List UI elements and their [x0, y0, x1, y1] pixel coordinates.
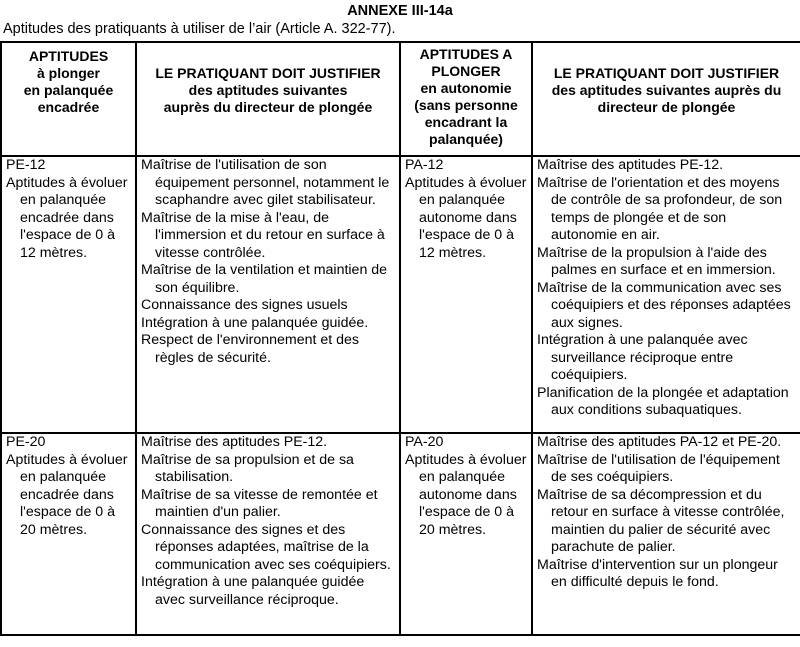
- document-title: ANNEXE III-14a: [347, 3, 453, 19]
- level-description: Aptitudes à évoluer en palanquée autonome dans l'espace de 0 à 12 mètres.: [405, 174, 527, 261]
- list-item: Maîtrise de la communication avec ses coéquipiers et des réponses adaptées aux signes.: [537, 279, 791, 331]
- level-code: PA-12: [405, 157, 444, 173]
- cell-encadree: [1, 156, 136, 433]
- list-item: Maîtrise de sa décompression et du retour en surface à vitesse contrôlée, maintien du palier de sécurité avec parachute de palier.: [537, 486, 785, 555]
- header-line: LE PRATIQUANT DOIT JUSTIFIER: [553, 65, 780, 81]
- list-item: Maîtrise de la ventilation et maintien de son équilibre.: [141, 262, 388, 296]
- list-item: Maîtrise de sa vitesse de remontée et maintien d'un palier.: [141, 486, 378, 520]
- list-item: Maîtrise de la propulsion à l'aide des palmes en surface et en immersion.: [537, 244, 776, 278]
- list-item: Intégration à une palanquée avec surveillance réciproque entre coéquipiers.: [537, 332, 748, 383]
- header-line: LE PRATIQUANT DOIT JUSTIFIER: [155, 65, 381, 81]
- level-description: Aptitudes à évoluer en palanquée encadrée dans l'espace de 0 à 12 mètres.: [6, 174, 128, 261]
- list-item: Maîtrise des aptitudes PE-12.: [537, 157, 724, 173]
- list-item: Planification de la plongée et adaptation aux conditions subaquatiques.: [537, 384, 789, 418]
- header-line: (sans personne: [414, 97, 518, 113]
- list-item: Maîtrise de l'utilisation de l'équipement de ses coéquipiers.: [537, 451, 780, 485]
- cell-justifier-autonomie: [532, 433, 800, 635]
- header-line: des aptitudes suivantes auprès du: [551, 82, 782, 98]
- header-line: directeur de plongée: [597, 99, 736, 115]
- header-line: en autonomie: [420, 80, 512, 96]
- list-item: Maîtrise des aptitudes PA-12 et PE-20.: [537, 434, 782, 450]
- list-item: Maîtrise d'intervention sur un plongeur en difficulté depuis le fond.: [537, 556, 778, 590]
- header-line: auprès du directeur de plongée: [163, 99, 373, 115]
- list-item: Maîtrise de l'orientation et des moyens de contrôle de sa profondeur, de son temps de plongée et de son autonomie en air.: [537, 174, 783, 243]
- cell-encadree: [1, 433, 136, 635]
- header-encadree: [1, 42, 136, 156]
- table-row: [1, 156, 800, 433]
- header-line: palanquée): [429, 131, 503, 147]
- aptitudes-table: [0, 41, 800, 636]
- cell-autonomie: [400, 433, 532, 635]
- document-subtitle: Aptitudes des pratiquants à utiliser de l’air (Article A. 322-77).: [3, 21, 396, 37]
- cell-justifier-encadree: [136, 156, 400, 433]
- cell-justifier-encadree: [136, 433, 400, 635]
- level-code: PE-20: [6, 434, 46, 450]
- list-item: Maîtrise de sa propulsion et de sa stabilisation.: [141, 451, 354, 485]
- table-header-row: [1, 42, 800, 156]
- header-line: APTITUDES: [28, 48, 109, 64]
- level-code: PA-20: [405, 434, 444, 450]
- cell-autonomie: [400, 156, 532, 433]
- level-description: Aptitudes à évoluer en palanquée autonome dans l'espace de 0 à 20 mètres.: [405, 451, 527, 538]
- level-code: PE-12: [6, 157, 46, 173]
- header-line: des aptitudes suivantes: [188, 82, 348, 98]
- list-item: Respect de l'environnement et des règles de sécurité.: [141, 332, 360, 366]
- header-line: en palanquée: [23, 82, 114, 98]
- list-item: Maîtrise de l'utilisation de son équipement personnel, notamment le scaphandre avec gilet stabilisateur.: [141, 157, 390, 208]
- list-item: Connaissance des signes usuels: [141, 297, 348, 313]
- list-item: Maîtrise de la mise à l'eau, de l'immersion et du retour en surface à vitesse contrôlée.: [141, 209, 385, 261]
- header-line: PLONGER: [431, 63, 501, 79]
- table-row: [1, 433, 800, 635]
- level-description: Aptitudes à évoluer en palanquée encadrée dans l'espace de 0 à 20 mètres.: [6, 451, 128, 538]
- header-line: encadrée: [37, 99, 100, 115]
- header-line: à plonger: [36, 65, 100, 81]
- header-justifier-encadree: [136, 42, 400, 156]
- list-item: Connaissance des signes et des réponses adaptées, maîtrise de la communication avec ses coéquipiers.: [141, 521, 391, 573]
- list-item: Intégration à une palanquée guidée avec surveillance réciproque.: [141, 574, 365, 608]
- cell-justifier-autonomie: [532, 156, 800, 433]
- header-line: APTITUDES A: [419, 46, 513, 62]
- list-item: Maîtrise des aptitudes PE-12.: [141, 434, 328, 450]
- header-autonomie: [400, 42, 532, 156]
- list-item: Intégration à une palanquée guidée.: [141, 314, 369, 331]
- header-line: encadrant la: [424, 114, 508, 130]
- header-justifier-autonomie: [532, 42, 800, 156]
